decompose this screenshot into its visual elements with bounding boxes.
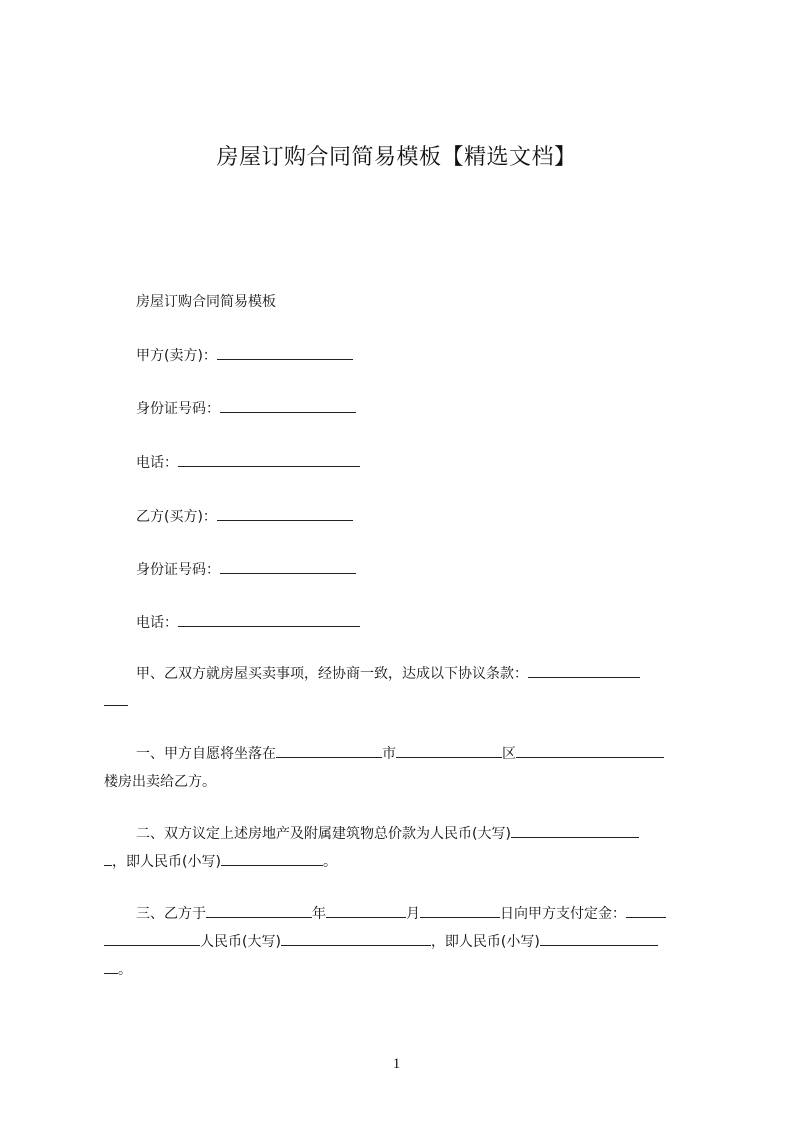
party-b-line (136, 506, 353, 527)
intro-blank[interactable] (528, 663, 640, 678)
clause3-text-b: 年 (312, 906, 326, 922)
page-number: 1 (392, 1056, 401, 1072)
clause3-text-d: 日向甲方支付定金： (500, 906, 626, 922)
party-a-phone-line (136, 452, 360, 473)
party-a-blank[interactable] (217, 345, 353, 360)
clause-3 (104, 900, 704, 984)
clause1-district-blank[interactable] (396, 743, 502, 758)
party-a-id-label: 身份证号码： (136, 401, 220, 417)
clause-1 (104, 740, 704, 796)
clause1-text-a: 一、甲方自愿将坐落在 (136, 746, 276, 762)
party-b-phone-blank[interactable] (178, 612, 360, 627)
party-b-phone-line (136, 612, 360, 633)
clause-2 (104, 820, 704, 876)
clause3-text-e: 人民币(大写) (200, 934, 281, 950)
clause3-amount-upper-blank[interactable] (281, 931, 431, 946)
party-a-phone-blank[interactable] (178, 452, 360, 467)
clause3-deposit-blank-continued[interactable] (104, 931, 200, 946)
clause3-text-g: 。 (118, 962, 132, 978)
intro-blank-continued[interactable] (104, 691, 128, 706)
clause2-amount-lower-blank[interactable] (221, 851, 323, 866)
clause2-amount-upper-blank[interactable] (511, 823, 639, 838)
clause3-text-c: 月 (406, 906, 420, 922)
clause1-text-d: 楼房出卖给乙方。 (104, 774, 216, 790)
clause3-day-blank[interactable] (420, 903, 500, 918)
clause3-text-f: ，即人民币(小写) (430, 934, 540, 950)
party-b-phone-label: 电话： (136, 615, 178, 631)
party-b-id-blank[interactable] (220, 559, 356, 574)
intro-paragraph (104, 660, 704, 716)
party-a-phone-label: 电话： (136, 455, 178, 471)
clause3-year-blank[interactable] (206, 903, 312, 918)
party-a-id-line (136, 398, 356, 419)
party-b-label: 乙方(买方)： (136, 509, 217, 525)
clause1-address-blank[interactable] (516, 743, 664, 758)
clause3-amount-lower-blank[interactable] (540, 931, 658, 946)
intro-text: 甲、乙双方就房屋买卖事项，经协商一致，达成以下协议条款： (136, 666, 528, 682)
party-a-line (136, 345, 353, 366)
party-a-id-blank[interactable] (220, 398, 356, 413)
party-b-blank[interactable] (217, 506, 353, 521)
document-title: 房屋订购合同简易模板【精选文档】 (216, 145, 577, 170)
clause3-amount-lower-blank-continued[interactable] (104, 959, 118, 974)
party-a-label: 甲方(卖方)： (136, 348, 217, 364)
party-b-id-label: 身份证号码： (136, 562, 220, 578)
party-b-id-line (136, 559, 356, 580)
clause3-deposit-blank[interactable] (626, 903, 666, 918)
clause1-city-blank[interactable] (276, 743, 382, 758)
clause2-text-a: 二、双方议定上述房地产及附属建筑物总价款为人民币(大写) (136, 826, 511, 842)
clause3-month-blank[interactable] (326, 903, 406, 918)
clause2-amount-upper-blank-continued[interactable] (104, 851, 112, 866)
clause3-text-a: 三、乙方于 (136, 906, 206, 922)
clause2-text-c: 。 (322, 854, 337, 870)
clause1-text-c: 区 (502, 746, 516, 762)
clause1-text-b: 市 (382, 746, 396, 762)
subtitle: 房屋订购合同简易模板 (136, 294, 276, 310)
clause2-text-b: ，即人民币(小写) (112, 854, 221, 870)
